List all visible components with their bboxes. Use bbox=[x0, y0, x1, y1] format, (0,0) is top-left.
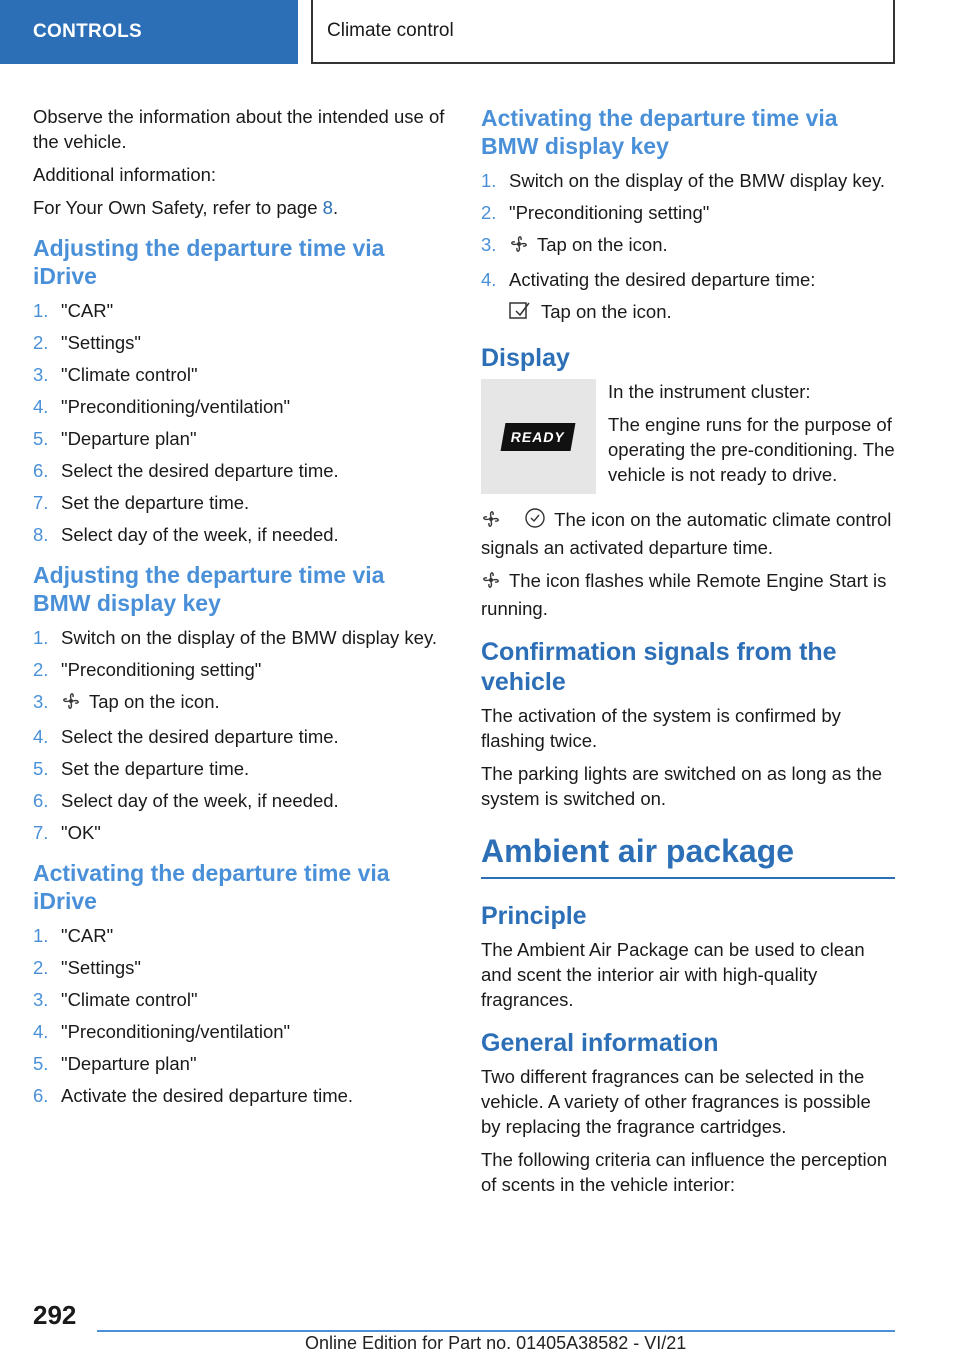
section-title-adjust-key: Adjusting the departure time via BMW display key bbox=[33, 562, 385, 616]
list-item-number: 5. bbox=[33, 428, 49, 449]
list-item-number: 3. bbox=[33, 691, 49, 712]
list-item-number: 2. bbox=[33, 332, 49, 353]
list-item-number: 6. bbox=[33, 790, 49, 811]
list-item-text: Activating the desired departure time: bbox=[509, 269, 816, 290]
list-item bbox=[481, 200, 895, 225]
display-row bbox=[481, 379, 895, 495]
list-item bbox=[33, 1083, 445, 1108]
list-item-number: 1. bbox=[33, 300, 49, 321]
footer-divider bbox=[97, 1330, 895, 1332]
list-item bbox=[33, 657, 445, 682]
display-instrument: In the instrument cluster: bbox=[608, 381, 811, 402]
fan-icon bbox=[481, 570, 501, 596]
edition-text: Online Edition for Part no. 01405A38582 - VI/21 bbox=[305, 1333, 687, 1353]
list-item-text: Activate the desired departure time. bbox=[61, 1085, 354, 1106]
section-tab bbox=[0, 0, 298, 64]
list-item bbox=[33, 490, 445, 515]
steps-adjust-idrive bbox=[33, 298, 445, 547]
list-item-number: 6. bbox=[33, 1085, 49, 1106]
general-paragraph-1: Two different fragrances can be selected in the vehicle. A variety of other fragrances is possible by replacing the fragrance cartridges. bbox=[481, 1066, 871, 1137]
page-number: 292 bbox=[33, 1300, 77, 1330]
sub-step bbox=[481, 299, 895, 327]
list-item bbox=[33, 330, 445, 355]
list-item-number: 3. bbox=[33, 989, 49, 1010]
list-item-number: 7. bbox=[33, 822, 49, 843]
fan-icon bbox=[481, 509, 501, 535]
ready-indicator-image bbox=[481, 379, 596, 494]
list-item-text: "CAR" bbox=[61, 925, 114, 946]
steps-adjust-key bbox=[33, 625, 445, 845]
list-item-number: 4. bbox=[33, 1021, 49, 1042]
list-item-text: Switch on the display of the BMW display key. bbox=[61, 627, 437, 648]
list-item-text: Select day of the week, if needed. bbox=[61, 790, 339, 811]
list-item-text: "Departure plan" bbox=[61, 1053, 197, 1074]
intro-paragraph: Observe the information about the intended use of the vehicle. bbox=[33, 106, 445, 152]
list-item-number: 5. bbox=[33, 1053, 49, 1074]
intro-additional: Additional information: bbox=[33, 164, 217, 185]
list-item-text: "Preconditioning setting" bbox=[61, 659, 262, 680]
chapter-header bbox=[311, 0, 895, 64]
list-item-number: 2. bbox=[481, 202, 497, 223]
clock-check-icon bbox=[524, 507, 546, 535]
list-item-text: "Departure plan" bbox=[61, 428, 197, 449]
list-item-number: 1. bbox=[33, 627, 49, 648]
display-flash-paragraph bbox=[481, 568, 895, 621]
list-item bbox=[33, 522, 445, 547]
list-item-number: 4. bbox=[33, 396, 49, 417]
reference-end: . bbox=[332, 197, 339, 218]
list-item-text: Tap on the icon. bbox=[509, 232, 895, 260]
list-item-number: 3. bbox=[33, 364, 49, 385]
list-item-text: "Preconditioning/ventilation" bbox=[61, 1021, 291, 1042]
list-item-text: Select the desired departure time. bbox=[61, 460, 339, 481]
fan-icon bbox=[61, 691, 81, 717]
list-item bbox=[33, 1051, 445, 1076]
display-climate-paragraph bbox=[481, 507, 895, 560]
list-item bbox=[33, 394, 445, 419]
list-item-text: Tap on the icon. bbox=[61, 689, 445, 717]
list-item bbox=[33, 426, 445, 451]
chapter-label: Climate control bbox=[327, 20, 454, 41]
list-item bbox=[33, 1019, 445, 1044]
list-item bbox=[33, 689, 445, 717]
chapter-title-ambient: Ambient air package bbox=[481, 829, 895, 879]
reference-text: For Your Own Safety, refer to page bbox=[33, 197, 323, 218]
flash-text: The icon flashes while Remote Engine Start is running. bbox=[481, 570, 887, 619]
list-item-number: 2. bbox=[33, 659, 49, 680]
list-item bbox=[33, 298, 445, 323]
list-item bbox=[33, 923, 445, 948]
section-title-display: Display bbox=[481, 344, 570, 372]
list-item bbox=[33, 458, 445, 483]
right-column bbox=[481, 104, 895, 1205]
climate-text: The icon on the automatic climate control signals an activated departure time. bbox=[481, 509, 892, 558]
list-item-text: "Settings" bbox=[61, 957, 141, 978]
intro-reference bbox=[33, 195, 445, 220]
list-item-number: 1. bbox=[481, 170, 497, 191]
list-item-number: 6. bbox=[33, 460, 49, 481]
display-engine: The engine runs for the purpose of operating the pre-conditioning. The vehicle is not ready to drive. bbox=[608, 414, 895, 485]
section-label: CONTROLS bbox=[33, 21, 143, 42]
page-link[interactable]: 8 bbox=[322, 197, 333, 218]
sub-step-text: Tap on the icon. bbox=[541, 301, 672, 322]
list-item bbox=[481, 168, 895, 193]
general-paragraph-2: The following criteria can influence the perception of scents in the vehicle interior: bbox=[481, 1149, 888, 1195]
list-item bbox=[33, 625, 445, 650]
list-item-text: Set the departure time. bbox=[61, 758, 250, 779]
fan-icon bbox=[509, 234, 529, 260]
confirm-paragraph-2: The parking lights are switched on as long as the system is switched on. bbox=[481, 763, 883, 809]
list-item-text: "Climate control" bbox=[61, 989, 198, 1010]
section-title-adjust-idrive: Adjusting the departure time via iDrive bbox=[33, 235, 385, 289]
list-item bbox=[33, 820, 445, 845]
list-item-number: 4. bbox=[33, 726, 49, 747]
list-item-text: "Preconditioning setting" bbox=[509, 202, 710, 223]
list-item bbox=[33, 362, 445, 387]
section-title-general: General information bbox=[481, 1029, 719, 1057]
section-title-principle: Principle bbox=[481, 902, 587, 930]
list-item-text: Switch on the display of the BMW display key. bbox=[509, 170, 885, 191]
list-item-text: "OK" bbox=[61, 822, 101, 843]
display-text bbox=[608, 379, 895, 495]
list-item bbox=[33, 955, 445, 980]
section-title-activate-key: Activating the departure time via BMW display key bbox=[481, 105, 838, 159]
list-item-number: 4. bbox=[481, 269, 497, 290]
list-item-text: "CAR" bbox=[61, 300, 114, 321]
list-item-number: 3. bbox=[481, 234, 497, 255]
list-item-number: 7. bbox=[33, 492, 49, 513]
list-item bbox=[33, 987, 445, 1012]
list-item-text: Select the desired departure time. bbox=[61, 726, 339, 747]
principle-paragraph: The Ambient Air Package can be used to clean and scent the interior air with high-quality fragrances. bbox=[481, 939, 865, 1010]
steps-activate-idrive bbox=[33, 923, 445, 1108]
list-item bbox=[33, 788, 445, 813]
list-item-number: 2. bbox=[33, 957, 49, 978]
list-item-text: "Preconditioning/ventilation" bbox=[61, 396, 291, 417]
section-title-activate-idrive: Activating the departure time via iDrive bbox=[33, 860, 390, 914]
list-item-number: 8. bbox=[33, 524, 49, 545]
left-column bbox=[33, 104, 445, 1116]
ready-label: READY bbox=[501, 423, 576, 451]
list-item-number: 1. bbox=[33, 925, 49, 946]
confirm-paragraph-1: The activation of the system is confirmed by flashing twice. bbox=[481, 705, 841, 751]
list-item bbox=[481, 232, 895, 260]
list-item-text: Set the departure time. bbox=[61, 492, 250, 513]
steps-activate-key bbox=[481, 168, 895, 292]
check-square-icon bbox=[509, 301, 533, 327]
list-item bbox=[33, 756, 445, 781]
section-title-confirmation: Confirmation signals from the vehicle bbox=[481, 638, 837, 696]
list-item-text: "Climate control" bbox=[61, 364, 198, 385]
list-item bbox=[33, 724, 445, 749]
list-item-text: "Settings" bbox=[61, 332, 141, 353]
list-item-number: 5. bbox=[33, 758, 49, 779]
list-item bbox=[481, 267, 895, 292]
list-item-text: Select day of the week, if needed. bbox=[61, 524, 339, 545]
